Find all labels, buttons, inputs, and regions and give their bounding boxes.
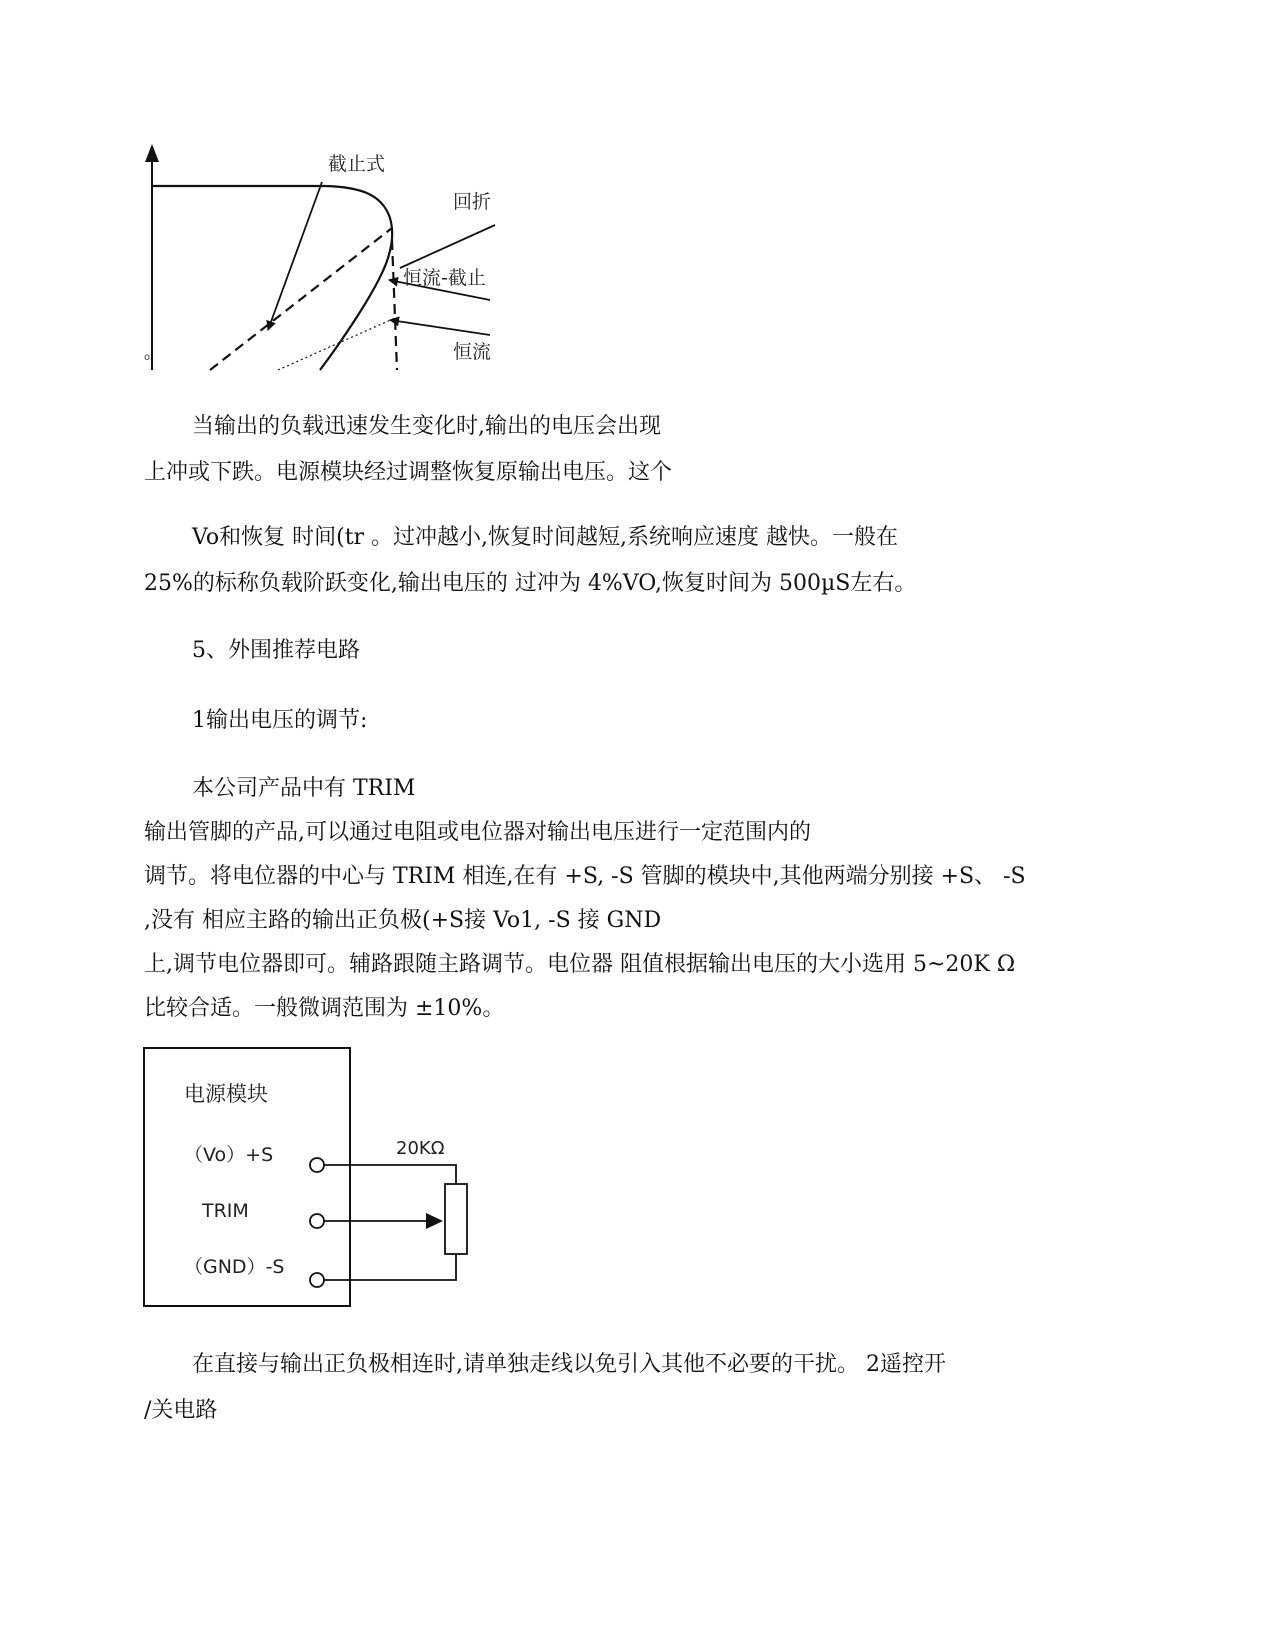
potentiometer [445,1184,467,1254]
paragraph1-line2: 上冲或下跌。电源模块经过调整恢复原输出电压。这个 [144,460,673,485]
paragraph3-line6: 比较合适。一般微调范围为 ±10%。 [144,996,505,1021]
label-cc: 恒流 [453,341,492,363]
pin-plus-s-label: （Vo）+S [184,1144,274,1166]
paragraph4-line1: 在直接与输出正负极相连时,请单独走线以免引入其他不必要的干扰。 2遥控开 [192,1352,946,1377]
cutoff-pointer-arrow [268,182,322,330]
subsection-heading: 1输出电压的调节: [192,708,368,733]
pin-minus-s-terminal [310,1273,324,1287]
paragraph4-line2: /关电路 [144,1398,218,1423]
vi-curve [152,186,392,370]
constant-current-dashed-line [392,240,397,370]
section-heading: 5、外围推荐电路 [192,638,360,663]
pin-trim-terminal [310,1214,324,1228]
foldback-pointer-line [400,225,495,268]
paragraph3-line1: 本公司产品中有 TRIM [192,776,416,801]
paragraph2-line1: Vo和恢复 时间(tr 。过冲越小,恢复时间越短,系统响应速度 越快。一般在 [192,525,899,550]
characteristic-curve-figure [140,140,510,375]
label-foldback: 回折 [453,191,492,213]
cutoff-dashed-line [210,228,392,370]
wiper-arrow [426,1213,443,1229]
pin-trim-label: TRIM [202,1200,249,1222]
origin-label: o [144,352,151,363]
paragraph3-line5: 上,调节电位器即可。辅路跟随主路调节。电位器 阻值根据输出电压的大小选用 5~20K Ω [144,952,1016,977]
label-cutoff: 截止式 [328,153,386,175]
y-axis-arrow [145,144,159,162]
paragraph3-line2: 输出管脚的产品,可以通过电阻或电位器对输出电压进行一定范围内的 [144,820,811,845]
pin-plus-s-terminal [310,1158,324,1172]
cc-pointer-arrow [390,320,490,335]
resistor-label: 20KΩ [396,1138,445,1159]
pin-minus-s-label: （GND）-S [184,1256,285,1278]
paragraph3-line3: 调节。将电位器的中心与 TRIM 相连,在有 +S, -S 管脚的模块中,其他两端分别接 +S、 -S [144,864,1026,889]
paragraph3-line4: ,没有 相应主路的输出正负极(+S接 Vo1, -S 接 GND [144,908,662,933]
paragraph2-line2: 25%的标称负载阶跃变化,输出电压的 过冲为 4%VO,恢复时间为 500µS左右。 [144,571,917,596]
paragraph1-line1: 当输出的负载迅速发生变化时,输出的电压会出现 [192,414,661,439]
trim-circuit-figure [140,1044,480,1314]
module-title: 电源模块 [184,1082,268,1106]
constant-current-dotted-line [278,318,395,370]
label-cc-cutoff: 恒流-截止 [403,267,486,289]
